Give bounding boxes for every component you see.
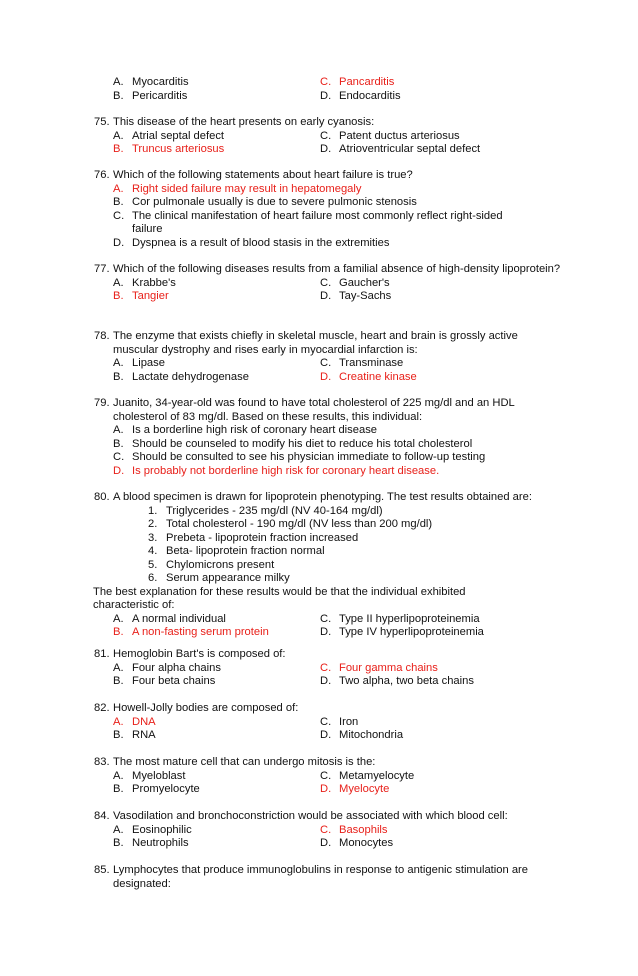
option-a: A. Myocarditis bbox=[113, 76, 189, 88]
option-a: A. Four alpha chains bbox=[113, 661, 221, 674]
option-b: B. Cor pulmonale usually is due to severe pulmonic stenosis bbox=[113, 196, 417, 208]
result-item: 4. Beta- lipoprotein fraction normal bbox=[148, 545, 325, 557]
question-77 bbox=[94, 263, 564, 304]
followup-text: The best explanation for these results would be that the individual exhibited characteristic of: bbox=[93, 585, 466, 611]
question-stem: Vasodilation and bronchoconstriction would be associated with which blood cell: bbox=[113, 810, 508, 822]
test-results-list bbox=[148, 505, 564, 586]
option-d: D. Monocytes bbox=[320, 837, 394, 849]
question-number: 82. bbox=[94, 702, 110, 714]
option-d: D. Endocarditis bbox=[320, 89, 401, 102]
result-item: 6. Serum appearance milky bbox=[148, 572, 290, 584]
option-c-correct: C. Four gamma chains bbox=[320, 661, 438, 674]
question-stem: The enzyme that exists chiefly in skeletal muscle, heart and brain is grossly active muscular dystrophy and rises early in myocardial infarction is: bbox=[113, 330, 518, 356]
options-grid bbox=[113, 716, 564, 743]
option-a: A. Myeloblast bbox=[113, 769, 186, 782]
option-d: D. Type IV hyperlipoproteinemia bbox=[320, 626, 484, 638]
options-grid bbox=[113, 130, 564, 157]
options-grid bbox=[113, 824, 564, 851]
option-a: A. Eosinophilic bbox=[113, 823, 192, 836]
option-b: B. Four beta chains bbox=[113, 675, 216, 687]
question-80 bbox=[94, 491, 564, 640]
option-b: B. Promyelocyte bbox=[113, 783, 200, 795]
options-grid bbox=[113, 357, 564, 384]
question-stem: This disease of the heart presents on early cyanosis: bbox=[113, 116, 375, 128]
option-d-correct: D. Myelocyte bbox=[320, 783, 390, 795]
option-d: D. Tay-Sachs bbox=[320, 290, 392, 302]
question-stem: A blood specimen is drawn for lipoprotein phenotyping. The test results obtained are: bbox=[113, 491, 532, 503]
option-a: A. A normal individual bbox=[113, 612, 226, 625]
question-number: 79. bbox=[94, 397, 110, 409]
result-item: 1. Triglycerides - 235 mg/dl (NV 40-164 mg/dl) bbox=[148, 504, 383, 517]
option-c-correct: C. Basophils bbox=[320, 823, 388, 836]
question-83 bbox=[94, 756, 564, 797]
option-b-correct: B. A non-fasting serum protein bbox=[113, 626, 269, 638]
question-number: 84. bbox=[94, 810, 110, 822]
options-grid bbox=[113, 76, 564, 103]
option-d-correct: D. Creatine kinase bbox=[320, 370, 417, 383]
option-d: D. Dyspnea is a result of blood stasis in the extremities bbox=[113, 236, 390, 249]
options-grid bbox=[113, 770, 564, 797]
question-number: 78. bbox=[94, 330, 110, 342]
option-b: B. Should be counseled to modify his diet to reduce his total cholesterol bbox=[113, 437, 473, 450]
option-a: A. Is a borderline high risk of coronary heart disease bbox=[113, 424, 378, 436]
option-a: A. Atrial septal defect bbox=[113, 129, 225, 142]
option-a-correct: A. Right sided failure may result in hepatomegaly bbox=[113, 182, 362, 195]
option-b: B. Neutrophils bbox=[113, 837, 189, 849]
options-grid bbox=[113, 277, 564, 304]
question-85 bbox=[94, 864, 564, 891]
question-stem: Which of the following diseases results from a familial absence of high-density lipoprotein? bbox=[113, 263, 561, 275]
question-number: 81. bbox=[94, 648, 110, 660]
question-number: 83. bbox=[94, 756, 110, 768]
question-number: 80. bbox=[94, 491, 110, 503]
options-list bbox=[113, 183, 564, 251]
option-c: C. Type II hyperlipoproteinemia bbox=[320, 612, 480, 625]
question-stem: Juanito, 34-year-old was found to have total cholesterol of 225 mg/dl and an HDL cholesterol of 83 mg/dl. Based on these results, this individual: bbox=[113, 397, 515, 423]
option-a: A. Lipase bbox=[113, 357, 165, 369]
question-stem: The most mature cell that can undergo mitosis is the: bbox=[113, 756, 376, 768]
option-d: D. Two alpha, two beta chains bbox=[320, 675, 474, 687]
result-item: 2. Total cholesterol - 190 mg/dl (NV less than 200 mg/dl) bbox=[148, 518, 433, 530]
option-c: C. Transminase bbox=[320, 357, 404, 369]
options-grid bbox=[113, 662, 564, 689]
option-a-correct: A. DNA bbox=[113, 715, 156, 728]
question-number: 77. bbox=[94, 263, 110, 275]
option-c: C. The clinical manifestation of heart failure most commonly reflect right-sided failure bbox=[113, 209, 503, 235]
question-stem: Which of the following statements about heart failure is true? bbox=[113, 169, 413, 181]
option-c-correct: C. Pancarditis bbox=[320, 76, 395, 88]
question-stem: Lymphocytes that produce immunoglobulins in response to antigenic stimulation are designated: bbox=[113, 864, 528, 890]
question-number: 85. bbox=[94, 864, 110, 876]
option-c: C. Iron bbox=[320, 715, 359, 728]
option-a: A. Krabbe's bbox=[113, 276, 176, 289]
question-81 bbox=[94, 648, 564, 689]
option-c: C. Gaucher's bbox=[320, 276, 390, 289]
result-item: 3. Prebeta - lipoprotein fraction increased bbox=[148, 531, 359, 544]
option-b-correct: B. Truncus arteriosus bbox=[113, 143, 225, 155]
option-b-correct: B. Tangier bbox=[113, 290, 169, 302]
result-item: 5. Chylomicrons present bbox=[148, 558, 275, 571]
question-74 bbox=[94, 76, 564, 103]
question-78 bbox=[94, 330, 564, 384]
question-stem: Hemoglobin Bart's is composed of: bbox=[113, 648, 286, 660]
question-79 bbox=[94, 397, 564, 478]
question-82 bbox=[94, 702, 564, 743]
question-number: 76. bbox=[94, 169, 110, 181]
option-c: C. Patent ductus arteriosus bbox=[320, 129, 460, 142]
option-b: B. Lactate dehydrogenase bbox=[113, 370, 249, 383]
option-d-correct: D. Is probably not borderline high risk for coronary heart disease. bbox=[113, 464, 440, 477]
question-75 bbox=[94, 116, 564, 157]
question-stem: Howell-Jolly bodies are composed of: bbox=[113, 702, 299, 714]
option-d: D. Mitochondria bbox=[320, 729, 404, 741]
question-84 bbox=[94, 810, 564, 851]
option-d: D. Atrioventricular septal defect bbox=[320, 143, 481, 155]
option-b: B. Pericarditis bbox=[113, 89, 188, 102]
question-76 bbox=[94, 169, 564, 250]
options-list bbox=[113, 424, 564, 478]
option-c: C. Metamyelocyte bbox=[320, 769, 415, 782]
question-number: 75. bbox=[94, 116, 110, 128]
option-b: B. RNA bbox=[113, 729, 156, 741]
options-grid bbox=[113, 613, 564, 640]
option-c: C. Should be consulted to see his physician immediate to follow-up testing bbox=[113, 451, 486, 463]
